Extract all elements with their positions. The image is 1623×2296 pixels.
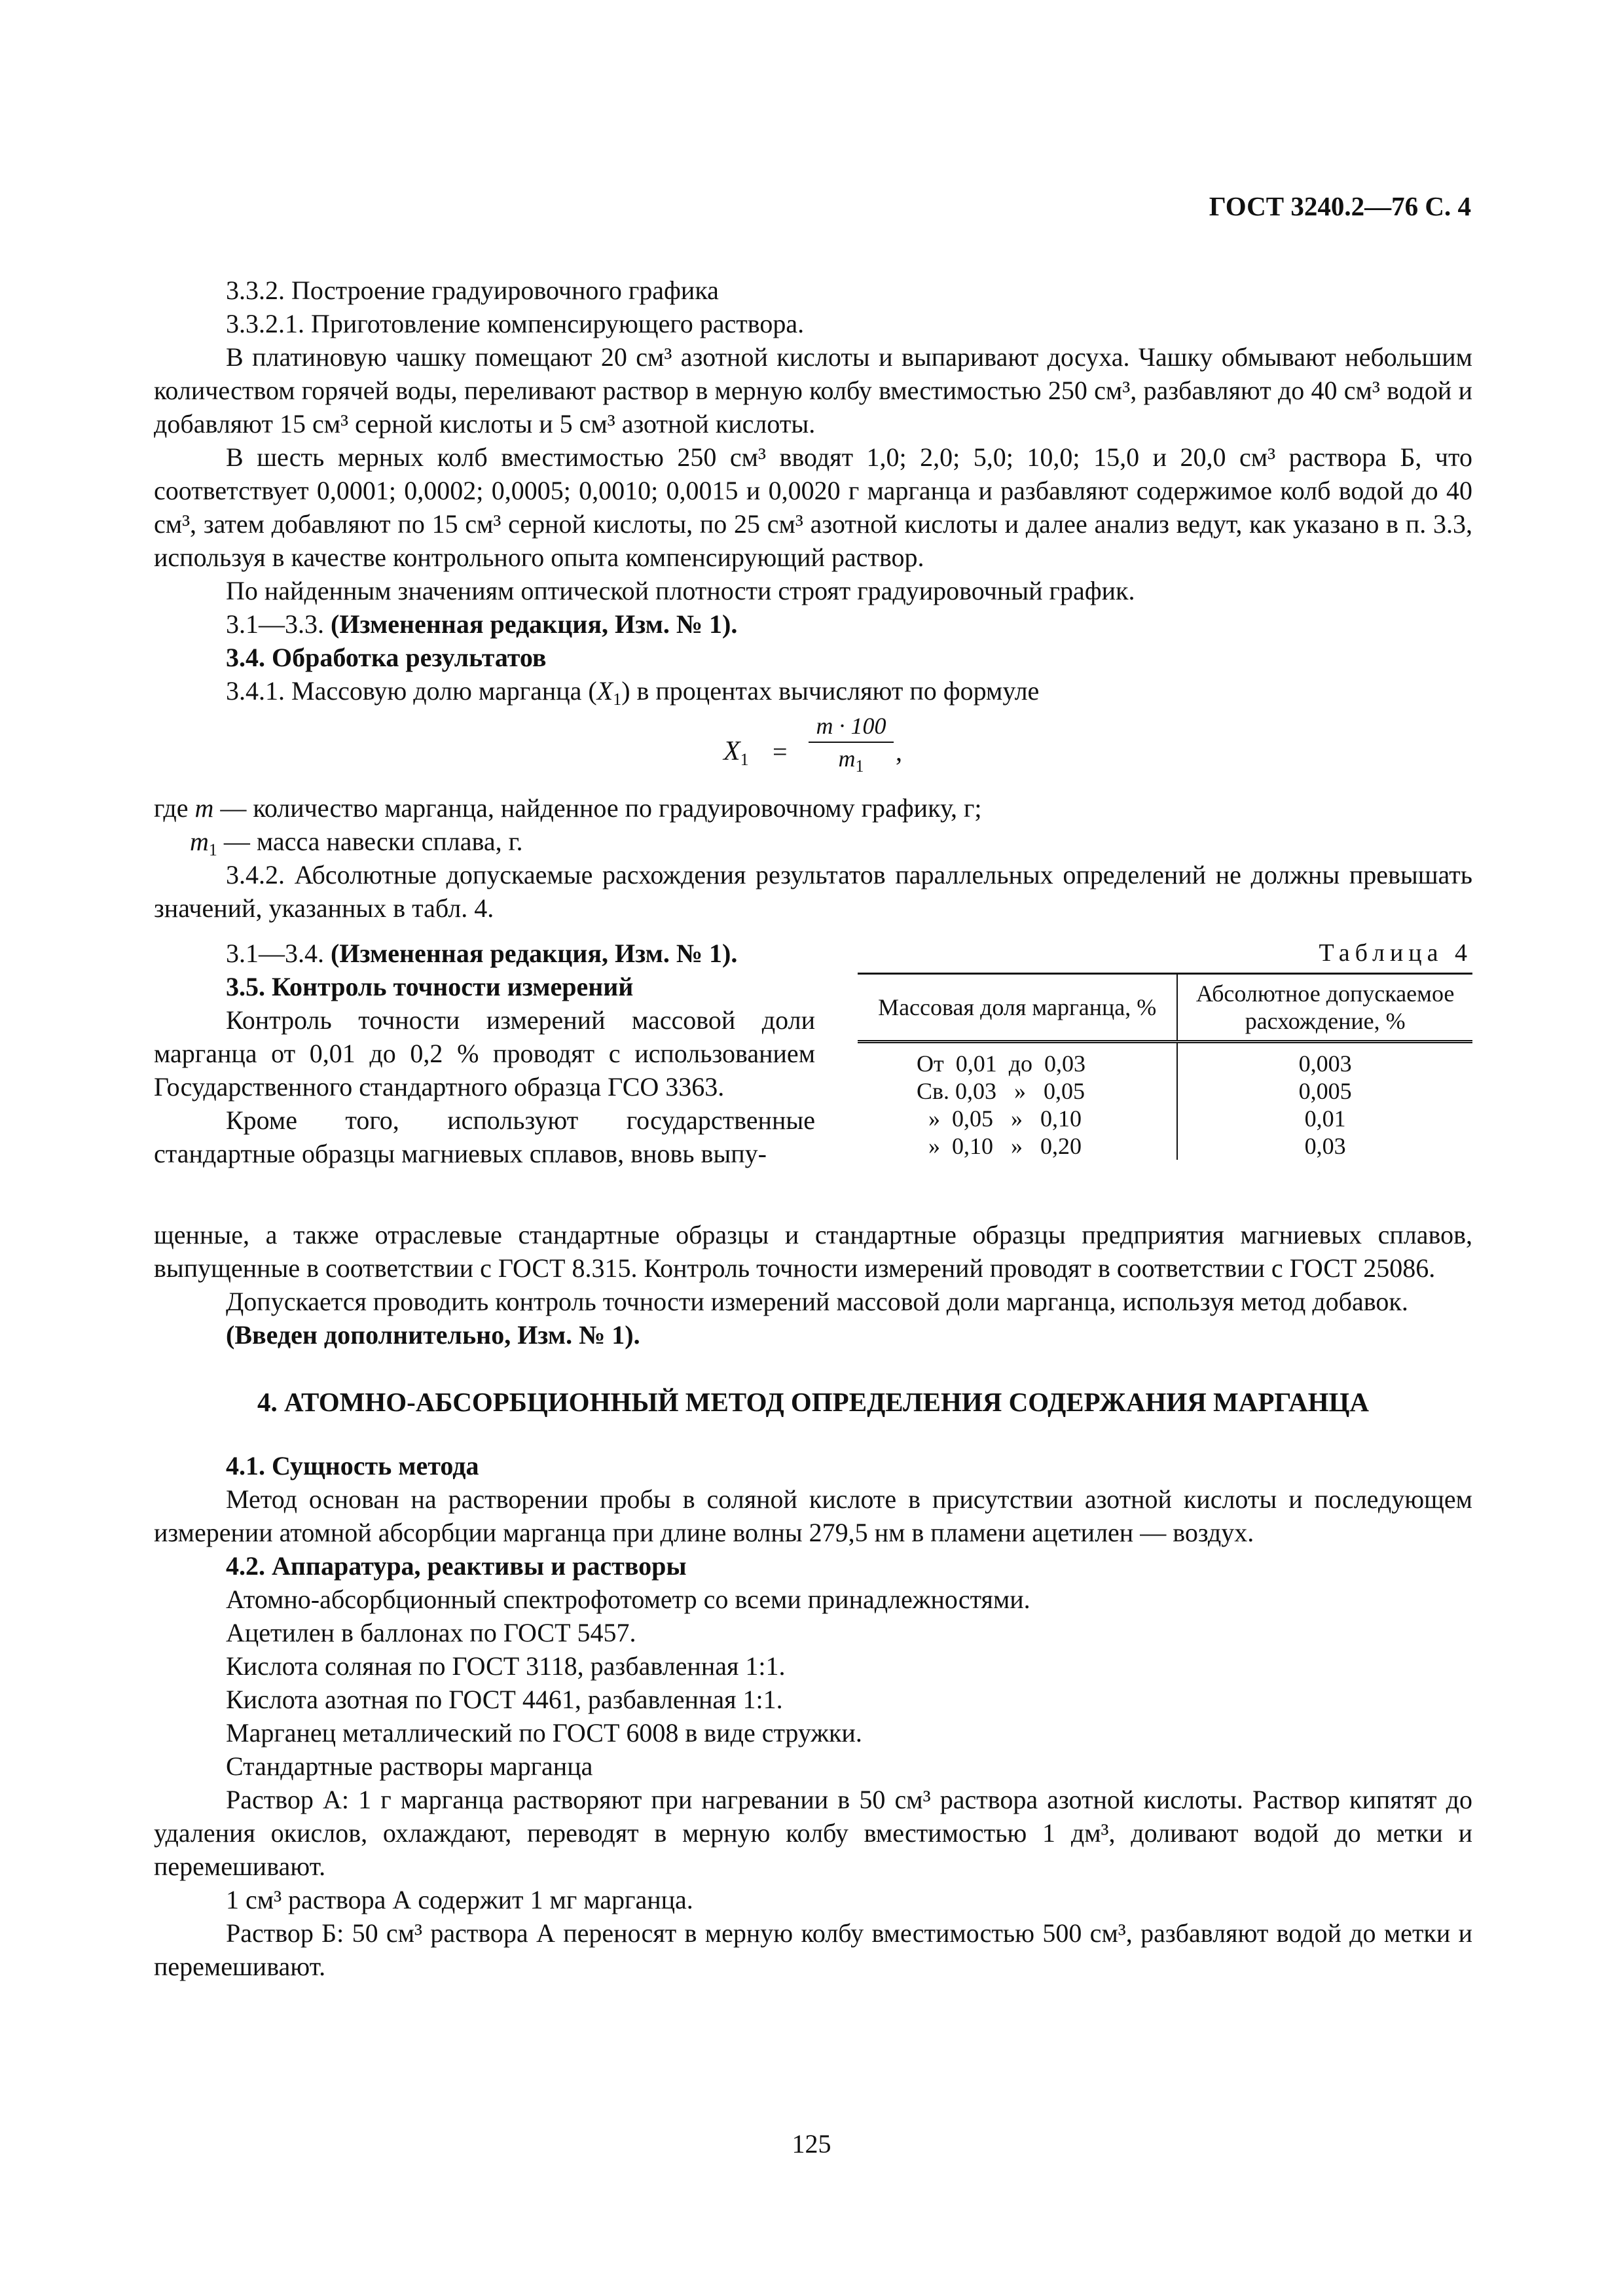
amendment-text: (Измененная редакция, Изм. № 1). <box>331 939 738 968</box>
table-row <box>858 1132 1472 1160</box>
left-column <box>154 937 815 1170</box>
list-item: Атомно-абсорбционный спектрофотометр со всеми принадлежностями. <box>226 1585 1030 1614</box>
variable-x: X <box>596 676 613 706</box>
variable-m: m <box>190 827 209 856</box>
amendment-text: (Измененная редакция, Изм. № 1). <box>331 609 738 639</box>
heading-4-1: 4.1. Сущность метода <box>226 1451 479 1480</box>
table-row <box>858 1105 1472 1132</box>
heading-3-5: 3.5. Контроль точности измерений <box>226 972 634 1001</box>
paragraph-3-5-2-start: Кроме того, используют государственные стандартные образцы магниевых сплавов, вновь выпу- <box>154 1105 815 1168</box>
subscript: 1 <box>613 690 622 709</box>
text-span: 3.4.1. Массовую долю марганца ( <box>226 676 597 706</box>
amendment-number: 3.1—3.3. <box>226 609 331 639</box>
list-item: Марганец металлический по ГОСТ 6008 в виде стружки. <box>226 1718 862 1748</box>
table-cell-range: » 0,10 » 0,20 <box>917 1133 1082 1159</box>
paragraph-solution-b: Раствор Б: 50 см³ раствора А переносят в мерную колбу вместимостью 500 см³, разбавляют водой до метки и перемешивают. <box>154 1918 1472 1981</box>
table-4 <box>858 973 1472 1160</box>
amendment-number: 3.1—3.4. <box>226 939 331 968</box>
denominator-sub: 1 <box>855 757 864 776</box>
where-m1 <box>154 825 1472 858</box>
numerator-text: m · 100 <box>816 713 886 739</box>
formula-numerator <box>809 711 894 740</box>
formula-comma: , <box>896 737 902 766</box>
section-4-title: 4. АТОМНО-АБСОРБЦИОННЫЙ МЕТОД ОПРЕДЕЛЕНИЯ СОДЕРЖАНИЯ МАРГАНЦА <box>257 1387 1370 1417</box>
table-header-mass-fraction: Массовая доля марганца, % <box>858 974 1177 1042</box>
table-caption: Таблица 4 <box>1319 939 1472 967</box>
page-body <box>154 274 1472 1983</box>
table-cell-range: » 0,05 » 0,10 <box>917 1105 1082 1132</box>
text-span: — масса навески сплава, г. <box>217 827 523 856</box>
formula-denominator <box>809 744 894 776</box>
list-item: Стандартные растворы марганца <box>226 1751 593 1781</box>
formula-lhs <box>723 735 749 768</box>
formula-sub: 1 <box>740 750 749 769</box>
paragraph-3-4-1 <box>154 674 1472 708</box>
paragraph-3-5-1: Контроль точности измерений массовой доли марганца от 0,01 до 0,2 % проводят с использованием Государственного стандартного образца ГСО 3363. <box>154 1005 815 1102</box>
paragraph-3-5-2-continued: щенные, а также отраслевые стандартные образцы и стандартные образцы предприятия магниевых сплавов, выпущенные в соответствии с ГОСТ 8.315. Контроль точности измерений проводят в соответствии с ГОСТ 25086. <box>154 1220 1472 1283</box>
fraction-bar <box>809 742 894 743</box>
formula-fraction <box>809 711 894 776</box>
text-span: — количество марганца, найденное по градуировочному графику, г; <box>213 793 982 823</box>
table-4-container <box>858 937 1472 1160</box>
table-cell-value: 0,01 <box>1177 1105 1472 1132</box>
table-cell-range: Св. 0,03 » 0,05 <box>917 1078 1085 1104</box>
paragraph-calibration-flasks: В шесть мерных колб вместимостью 250 см³ вводят 1,0; 2,0; 5,0; 10,0; 15,0 и 20,0 см³ раствора Б, что соответствует 0,0001; 0,0002; 0,0005; 0,0010; 0,0015 и 0,0020 г марганца и разбавляют содержимое колб водой до 40 см³, затем добавляют по 15 см³ серной кислоты, по 25 см³ азотной кислоты и далее анализ ведут, как указано в п. 3.3, используя в качестве контрольного опыта компенсирующий раствор. <box>154 442 1472 572</box>
table-cell-value: 0,003 <box>1177 1042 1472 1078</box>
split-section-with-table <box>154 937 1472 1218</box>
list-item: Ацетилен в баллонах по ГОСТ 5457. <box>226 1618 636 1647</box>
paragraph-solution-a: Раствор А: 1 г марганца растворяют при нагревании в 50 см³ раствора азотной кислоты. Раствор кипятят до удаления окислов, охлаждают, переводят в мерную колбу вместимостью 1 дм³, доливают водой до метки и перемешивают. <box>154 1785 1472 1881</box>
table-row <box>858 1042 1472 1078</box>
formula-x1 <box>154 711 1472 789</box>
formula-var: X <box>723 736 740 766</box>
paragraph-compensating-solution: В платиновую чашку помещают 20 см³ азотной кислоты и выпаривают досуха. Чашку обмывают небольшим количеством горячей воды, переливают раствор в мерную колбу вместимостью 250 см³, разбавляют до 40 см³ водой и добавляют 15 см³ серной кислоты и 5 см³ азотной кислоты. <box>154 342 1472 439</box>
paragraph-3-4-2: 3.4.2. Абсолютные допускаемые расхождения результатов параллельных определений не должны превышать значений, указанных в табл. 4. <box>154 860 1472 923</box>
table-cell-value: 0,03 <box>1177 1132 1472 1160</box>
paragraph-3-5-3: Допускается проводить контроль точности измерений массовой доли марганца, используя метод добавок. <box>226 1287 1408 1316</box>
table-header-row <box>858 974 1472 1042</box>
list-item: Кислота соляная по ГОСТ 3118, разбавленная 1:1. <box>226 1651 786 1681</box>
heading-4-2: 4.2. Аппаратура, реактивы и растворы <box>226 1551 687 1581</box>
text-span: ) в процентах вычисляют по формуле <box>621 676 1040 706</box>
where-m: где m — количество марганца, найденное по градуировочному графику, г; <box>154 793 982 823</box>
denominator-var: m <box>838 745 856 772</box>
introduced-note: (Введен дополнительно, Изм. № 1). <box>226 1320 640 1350</box>
formula-equals: = <box>773 737 788 766</box>
heading-3-3-2: 3.3.2. Построение градуировочного графика <box>226 276 719 305</box>
amendment-note-1 <box>154 607 1472 641</box>
paragraph-solution-a-note: 1 см³ раствора А содержит 1 мг марганца. <box>226 1885 693 1914</box>
paragraph-4-1: Метод основан на растворении пробы в соляной кислоте в присутствии азотной кислоты и последующем измерении атомной абсорбции марганца при длине волны 279,5 нм в пламени ацетилен — воздух. <box>154 1484 1472 1547</box>
table-cell-value: 0,005 <box>1177 1077 1472 1105</box>
amendment-note-2 <box>154 937 815 970</box>
paragraph-calibration-graph: По найденным значениям оптической плотности строят градуировочный график. <box>226 576 1135 605</box>
subscript: 1 <box>208 840 217 859</box>
page-number: 125 <box>792 2129 831 2159</box>
page-header: ГОСТ 3240.2—76 С. 4 <box>1209 191 1471 221</box>
heading-3-3-2-1: 3.3.2.1. Приготовление компенсирующего раствора. <box>226 309 805 338</box>
table-row <box>858 1077 1472 1105</box>
heading-3-4: 3.4. Обработка результатов <box>226 643 547 672</box>
variable-m: m <box>194 793 214 823</box>
table-cell-range: От 0,01 до 0,03 <box>917 1050 1086 1077</box>
list-item: Кислота азотная по ГОСТ 4461, разбавленная 1:1. <box>226 1685 783 1714</box>
table-header-tolerance: Абсолютное допускаемое расхождение, % <box>1177 974 1472 1042</box>
